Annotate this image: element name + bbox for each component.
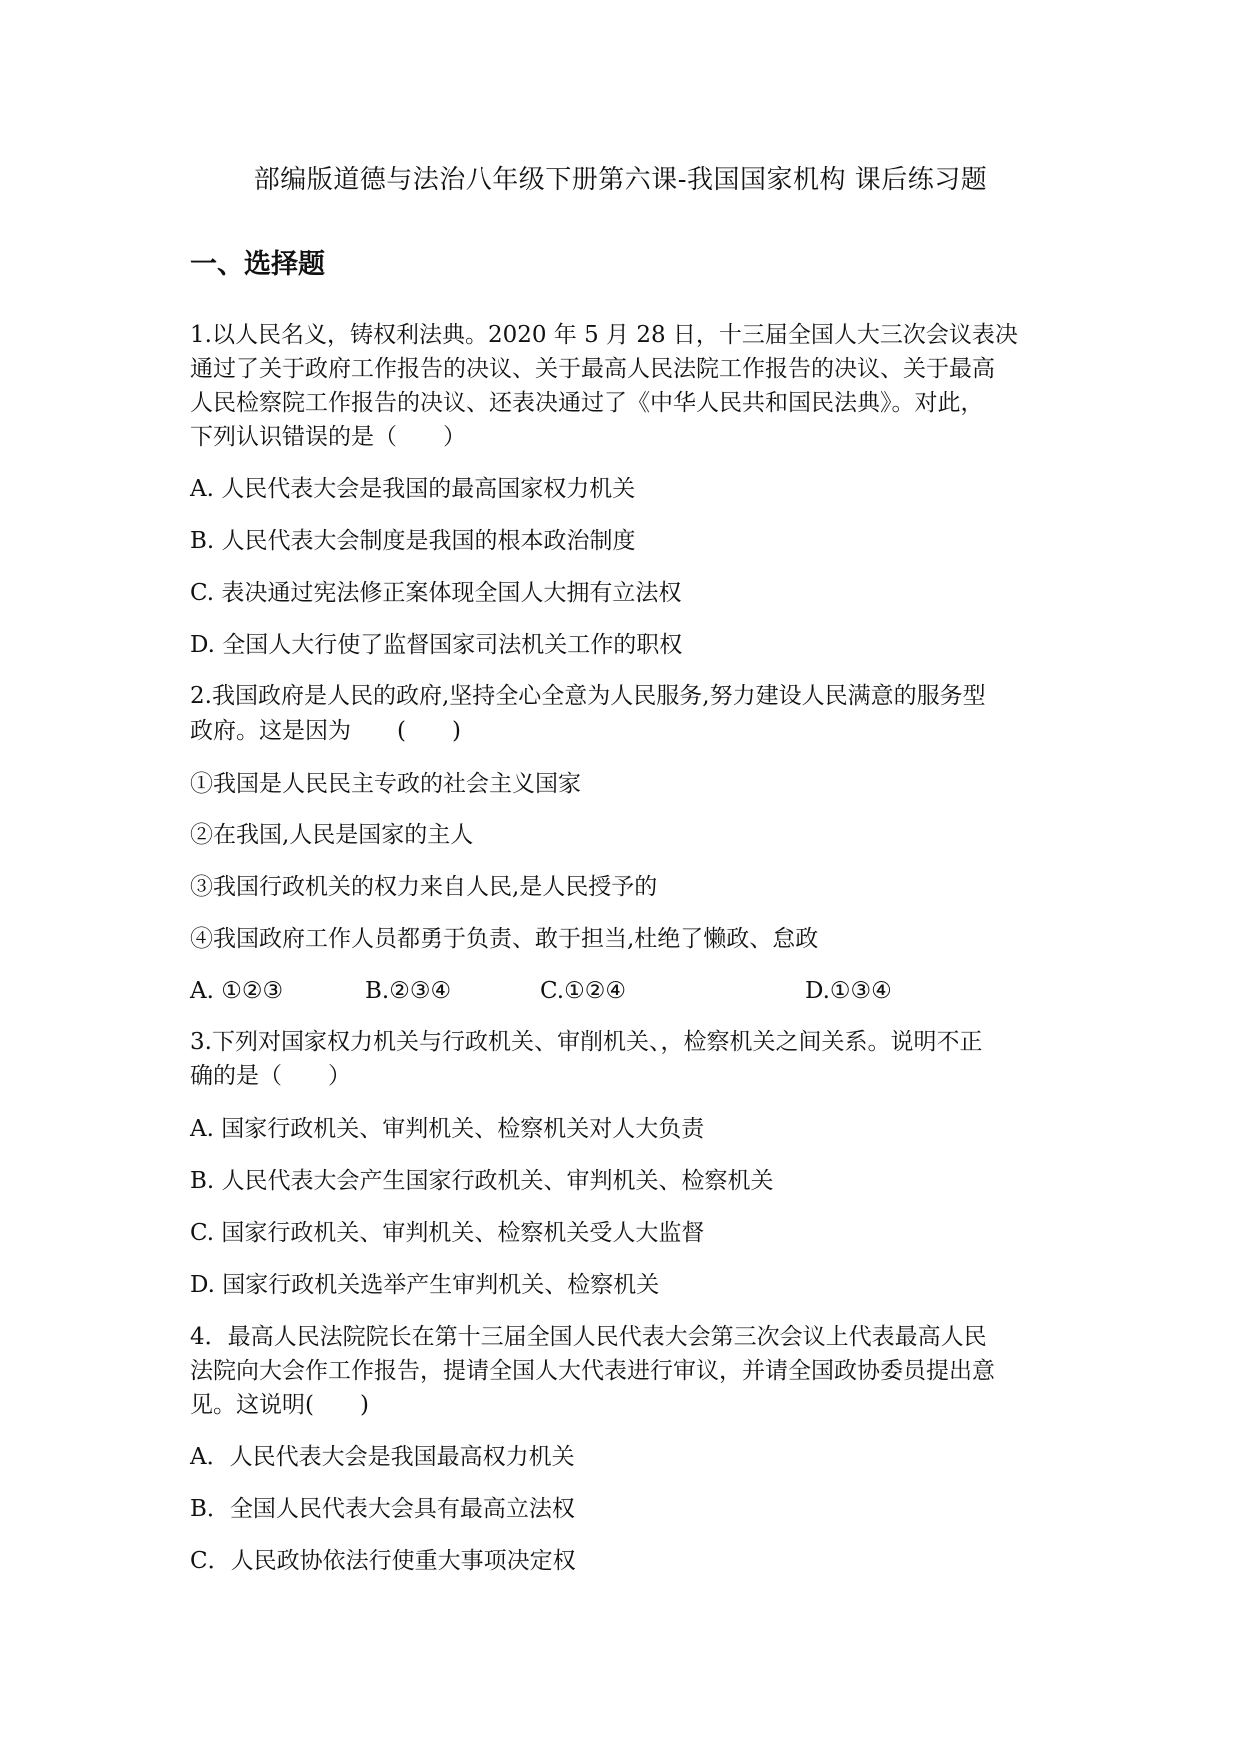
q4-option-c: C．人民政协依法行使重大事项决定权 bbox=[190, 1548, 576, 1574]
q1-option-a: A. 人民代表大会是我国的最高国家权力机关 bbox=[190, 476, 636, 502]
q2-statement-3: ③我国行政机关的权力来自人民,是人民授予的 bbox=[190, 874, 658, 900]
q2-statement-1: ①我国是人民民主专政的社会主义国家 bbox=[190, 771, 581, 797]
q1-option-b: B. 人民代表大会制度是我国的根本政治制度 bbox=[190, 528, 636, 554]
q4-stem-line-2: 法院向大会作工作报告，提请全国人大代表进行审议，并请全国政协委员提出意 bbox=[190, 1358, 995, 1384]
q2-statement-4: ④我国政府工作人员都勇于负责、敢于担当,杜绝了懒政、怠政 bbox=[190, 926, 819, 952]
q3-stem-line-1: 3.下列对国家权力机关与行政机关、审削机关、，检察机关之间关系。说明不正 bbox=[190, 1029, 983, 1055]
q1-stem-line-4: 下列认识错误的是（ ） bbox=[190, 424, 466, 450]
q3-option-c: C. 国家行政机关、审判机关、检察机关受人大监督 bbox=[190, 1220, 705, 1246]
q2-option-c: C.①②④ bbox=[540, 978, 626, 1004]
q2-stem-line-1: 2.我国政府是人民的政府,坚持全心全意为人民服务,努力建设人民满意的服务型 bbox=[190, 683, 986, 709]
q2-stem-line-2: 政府。这是因为 ( ) bbox=[190, 718, 461, 744]
q3-option-b: B. 人民代表大会产生国家行政机关、审判机关、检察机关 bbox=[190, 1168, 774, 1194]
q4-stem-line-3: 见。这说明( ) bbox=[190, 1392, 369, 1418]
q3-option-a: A. 国家行政机关、审判机关、检察机关对人大负责 bbox=[190, 1116, 705, 1142]
section-heading: 一、选择题 bbox=[190, 249, 325, 280]
q1-stem-line-2: 通过了关于政府工作报告的决议、关于最高人民法院工作报告的决议、关于最高 bbox=[190, 356, 995, 382]
q2-option-b: B.②③④ bbox=[365, 978, 452, 1004]
q3-stem-line-2: 确的是（ ） bbox=[190, 1063, 351, 1089]
q4-stem-line-1: 4．最高人民法院院长在第十三届全国人民代表大会第三次会议上代表最高人民 bbox=[190, 1324, 987, 1350]
q2-options-row bbox=[190, 974, 1070, 1008]
q3-option-d: D. 国家行政机关选举产生审判机关、检察机关 bbox=[190, 1272, 660, 1298]
q1-option-c: C. 表决通过宪法修正案体现全国人大拥有立法权 bbox=[190, 580, 682, 606]
q1-stem-line-1: 1.以人民名义，铸权利法典。2020 年 5 月 28 日，十三届全国人大三次会议表决 bbox=[190, 322, 1018, 348]
document-title: 部编版道德与法治八年级下册第六课-我国国家机构 课后练习题 bbox=[253, 165, 988, 195]
q2-statement-2: ②在我国,人民是国家的主人 bbox=[190, 822, 474, 848]
q1-option-d: D. 全国人大行使了监督国家司法机关工作的职权 bbox=[190, 632, 683, 658]
q2-option-a: A. ①②③ bbox=[190, 978, 284, 1004]
q4-option-b: B．全国人民代表大会具有最高立法权 bbox=[190, 1496, 575, 1522]
q2-option-d: D.①③④ bbox=[805, 978, 892, 1004]
q1-stem-line-3: 人民检察院工作报告的决议、还表决通过了《中华人民共和国民法典》。对此， bbox=[190, 390, 984, 416]
q4-option-a: A．人民代表大会是我国最高权力机关 bbox=[190, 1444, 575, 1470]
